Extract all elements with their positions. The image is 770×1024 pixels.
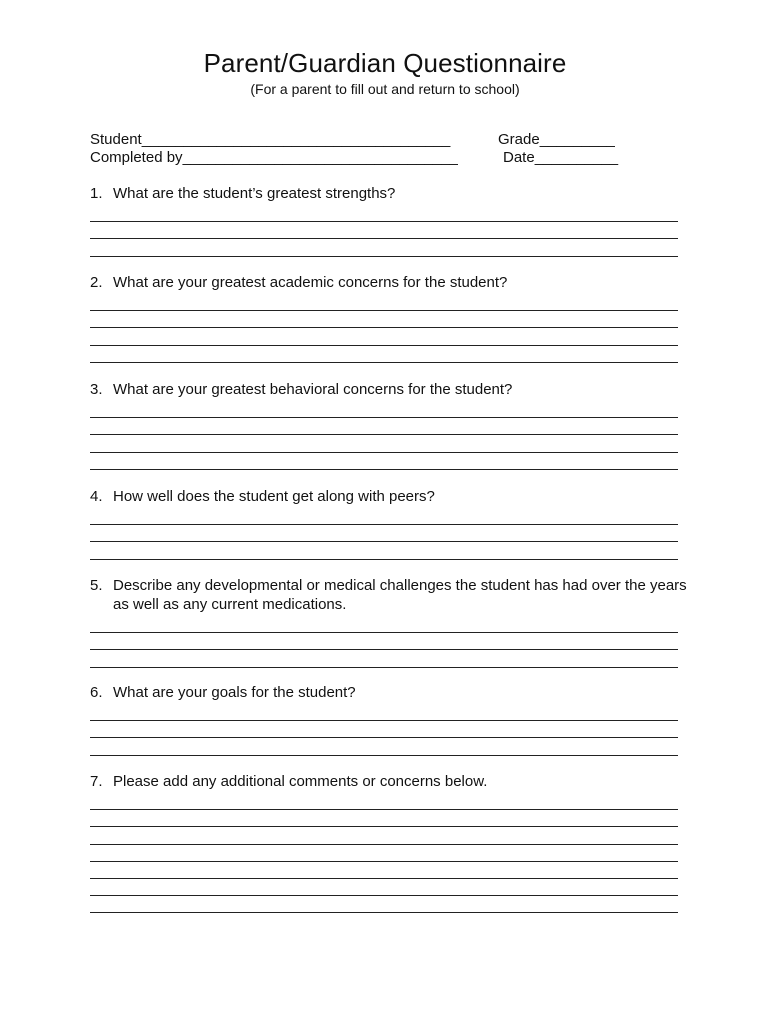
question-number: 2. [90, 274, 103, 291]
answer-line[interactable] [90, 542, 678, 559]
answer-line[interactable] [90, 616, 678, 633]
grade-field[interactable] [498, 131, 615, 149]
grade-blank[interactable]: _________ [539, 131, 615, 148]
answer-line[interactable] [90, 721, 678, 738]
date-label: Date [503, 149, 535, 166]
question-7 [90, 772, 690, 913]
answer-line[interactable] [90, 328, 678, 345]
answer-line[interactable] [90, 346, 678, 363]
question-number: 7. [90, 773, 103, 790]
answer-area[interactable] [90, 508, 690, 560]
answer-area[interactable] [90, 401, 690, 470]
question-2 [90, 273, 690, 363]
answer-area[interactable] [90, 294, 690, 363]
student-label: Student [90, 131, 142, 148]
page-subtitle: (For a parent to fill out and return to school) [250, 81, 520, 97]
answer-line[interactable] [90, 633, 678, 650]
answer-line[interactable] [90, 793, 678, 810]
answer-line[interactable] [90, 239, 678, 256]
completed-by-blank[interactable]: _________________________________ [182, 149, 458, 166]
question-text: Describe any developmental or medical challenges the student has had over the years as well as any current medications. [113, 577, 687, 613]
answer-line[interactable] [90, 896, 678, 913]
question-text: What are the student’s greatest strengths? [113, 185, 396, 202]
answer-line[interactable] [90, 525, 678, 542]
question-text: How well does the student get along with peers? [113, 488, 435, 505]
answer-line[interactable] [90, 418, 678, 435]
answer-line[interactable] [90, 222, 678, 239]
question-3 [90, 380, 690, 470]
question-text: What are your greatest behavioral concerns for the student? [113, 381, 513, 398]
question-4 [90, 487, 690, 560]
question-number: 3. [90, 381, 103, 398]
answer-line[interactable] [90, 311, 678, 328]
student-field[interactable] [90, 131, 450, 149]
question-text: What are your greatest academic concerns for the student? [113, 274, 508, 291]
question-1 [90, 184, 690, 257]
completed-by-label: Completed by [90, 149, 183, 166]
answer-line[interactable] [90, 738, 678, 755]
grade-label: Grade [498, 131, 540, 148]
answer-line[interactable] [90, 879, 678, 896]
student-blank[interactable]: _____________________________________ [141, 131, 451, 148]
answer-area[interactable] [90, 704, 690, 756]
date-blank[interactable]: __________ [534, 149, 619, 166]
answer-line[interactable] [90, 845, 678, 862]
answer-line[interactable] [90, 435, 678, 452]
question-number: 1. [90, 185, 103, 202]
answer-area[interactable] [90, 205, 690, 257]
answer-line[interactable] [90, 205, 678, 222]
answer-line[interactable] [90, 650, 678, 667]
page-title: Parent/Guardian Questionnaire [203, 48, 567, 78]
answer-line[interactable] [90, 810, 678, 827]
question-number: 6. [90, 684, 103, 701]
answer-line[interactable] [90, 508, 678, 525]
completed-by-field[interactable] [90, 149, 458, 167]
question-5 [90, 576, 690, 668]
answer-line[interactable] [90, 453, 678, 470]
answer-area[interactable] [90, 793, 690, 913]
answer-line[interactable] [90, 294, 678, 311]
date-field[interactable] [503, 149, 618, 167]
answer-line[interactable] [90, 862, 678, 879]
answer-line[interactable] [90, 704, 678, 721]
question-number: 5. [90, 577, 103, 594]
question-text: Please add any additional comments or concerns below. [113, 773, 488, 790]
question-6 [90, 683, 690, 756]
question-text: What are your goals for the student? [113, 684, 356, 701]
question-number: 4. [90, 488, 103, 505]
answer-line[interactable] [90, 401, 678, 418]
answer-area[interactable] [90, 616, 690, 668]
answer-line[interactable] [90, 827, 678, 844]
